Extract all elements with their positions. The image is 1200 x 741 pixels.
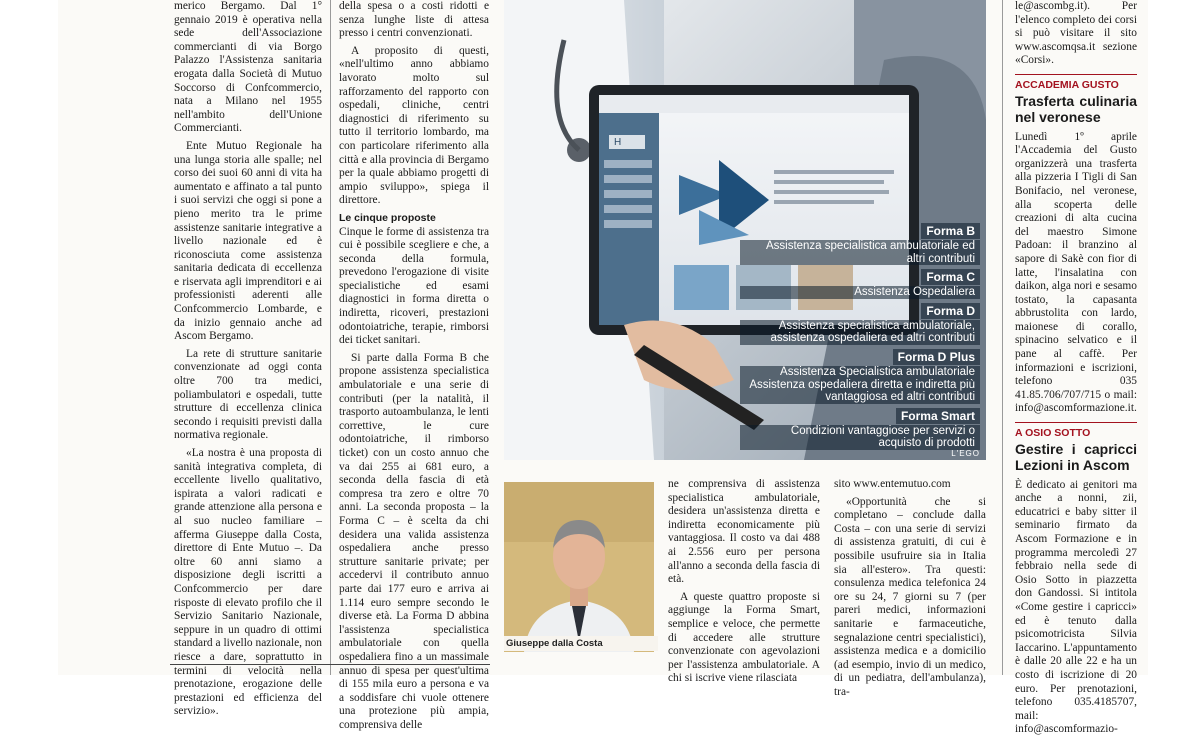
paragraph: Cinque le forme di assistenza tra cui è possibile scegliere e che, a seconda della formula, prevedono l'erogazione di visite specialistiche ed esami diagnostici in forma diretta o indiretta, ricoveri, prestazioni odontoiatriche, terapie, rimborsi dei ticket sanitari. — [339, 225, 489, 347]
form-item — [740, 348, 980, 404]
sidebar-news-column — [1015, 0, 1137, 741]
portrait-illustration — [504, 482, 654, 652]
form-title: Forma D Plus — [893, 349, 980, 365]
paragraph: Si parte dalla Forma B che propone assistenza specialistica ambulatoriale e una serie di contributi (per la natalità, il trasporto autoambulanza, le lenti correttive, le cure odontoiatriche, il rimborso ticket) con un costo annuo che va dai 255 ai 681 euro, a seconda della fascia di età compresa tra zero e oltre 70 anni. La seconda proposta – la Forma C – è scelta da chi desidera una valida assistenza ospedaliera anche presso strutture sanitarie private; per accedervi il contributo annuo parte dai 177 euro e arriva ai 1.114 euro sempre secondo le diverse età. La Forma D abbina l'assistenza specialistica ambulatoriale con quella ospedaliera fino a un massimale annuo di spesa per quest'ultima di 155 mila euro a persona e va a soddisfare chi vuole ottenere una protezione più ampia, comprensiva delle — [339, 351, 489, 731]
paragraph: Lunedì 1º aprile l'Accademia del Gusto organizzerà una trasferta alla pizzeria I Tigli di San Bonifacio, nel veronese, alla scoperta delle creazioni di alta cucina del maestro Simone Padoan: il branzino al sapore di Sakè con fior di latte, l'insalatina con daikon, alga nori e sesamo tostato, la capasanta abbrustolita con lardo, maionese di corallo, spinacino selvatico e il pane al caffè. Per informazioni e iscrizioni, telefono 035 41.85.706/707/715 o mail: info@ascomformazione.it. — [1015, 130, 1137, 415]
newspaper-page — [58, 0, 1148, 736]
form-description: Assistenza Ospedaliera — [740, 286, 980, 299]
forms-overlay-list — [740, 222, 980, 453]
paragraph: «La nostra è una proposta di sanità integrativa completa, di eccellente livello qualitativo, ispirata a valori radicati e grande attenzione alla persona e al suo nucleo familiare – afferma Giuseppe dalla Costa, direttore di Ente Mutuo –. Da oltre 60 anni siamo a disposizione degli iscritti a Confcommercio per dare risposte di elevato profilo che il Servizio Sanitario Nazionale, seppure in un quadro di ottimi standard a livello nazionale, non riesce a dare, soprattutto in termini di velocità nella prenotazione, erogazione delle prestazioni ed efficienza del servizio». — [174, 447, 322, 718]
section-label: A OSIO SOTTO — [1015, 427, 1091, 440]
form-item — [740, 407, 980, 450]
form-description: Assistenza specialistica ambulatoriale ed altri contributi — [740, 240, 980, 265]
photo-credit: L'EGO — [951, 449, 980, 458]
section-title: Trasferta culinaria nel veronese — [1015, 92, 1137, 125]
paragraph: le@ascombg.it). Per l'elenco completo dei corsi si può visitare il sito www.ascomqsa.it sezione «Corsi». — [1015, 0, 1137, 67]
paragraph: della spesa o a costi ridotti e senza lunghe liste di attesa presso i centri convenzionati. — [339, 0, 489, 40]
section-title: Gestire i capricci Lezioni in Ascom — [1015, 440, 1137, 473]
form-description: Assistenza specialistica ambulatoriale, assistenza ospedaliera ed altri contributi — [740, 320, 980, 345]
portrait-photo — [504, 482, 654, 652]
form-title: Forma Smart — [896, 408, 980, 424]
section-divider — [1015, 74, 1137, 75]
article-column-2 — [339, 0, 489, 736]
paragraph: ne comprensiva di assistenza specialistica ambulatoriale, desidera un'assistenza diretta e indiretta economicamente più vantaggiosa. Il costo va dai 488 ai 2.556 euro per persona all'anno a seconda della fascia di età. — [668, 478, 820, 586]
section-label: ACCADEMIA GUSTO — [1015, 78, 1119, 91]
paragraph: «Opportunità che si completano – conclude dalla Costa – con una serie di servizi di assistenza gratuiti, di cui è possibile usufruire sia in Italia sia all'estero». Tra questi: consulenza medica telefonica 24 ore su 24, 7 giorni su 7 (per pareri medici, informazioni sanitarie e farmaceutiche, segnalazione centri specialistici), assistenza medica e a domicilio (ad esempio, invio di un medico, di un pediatra, dell'ambulanza), tra- — [834, 495, 986, 698]
paragraph: sito www.entemutuo.com — [834, 478, 951, 490]
form-title: Forma B — [921, 223, 980, 239]
screen-logo-text: H — [614, 137, 622, 148]
paragraph: A proposito di questi, «nell'ultimo anno abbiamo lavorato molto sul rafforzamento del rapporto con ospedali, cliniche, centri diagnostici di riferimento su tutto il territorio lombardo, ma con particolare riferimento alla città e alla provincia di Bergamo per la quale abbiamo progetti di ampio sviluppo», spiega il direttore. — [339, 44, 489, 207]
portrait-caption: Giuseppe dalla Costa — [504, 636, 658, 651]
form-item — [740, 222, 980, 265]
hero-photo — [504, 0, 986, 460]
form-item — [740, 268, 980, 299]
paragraph: A queste quattro proposte si aggiunge la Forma Smart, semplice e veloce, che permette di accedere alle strutture convenzionate con agevolazioni per l'assistenza ambulatoriale. A chi si iscrive viene rilasciata — [668, 590, 820, 685]
form-description: Assistenza Specialistica ambulatoriale Assistenza ospedaliera diretta e indiretta più vantaggiosa ed altri contributi — [740, 366, 980, 404]
bottom-rule — [170, 664, 490, 665]
paragraph: È dedicato ai genitori ma anche a nonni, zii, educatrici e baby sitter il seminario firmato da Ascom Formazione e in programma mercoledì 27 febbraio nella sede di Osio Sotto in piazzetta don Gandossi. Si intitola «Come gestire i capricci» ed è tenuto dalla psicomotricista Silvia Iaccarino. L'appuntamento è dalle 20 alle 22 e ha un costo di iscrizione di 20 euro. Per prenotazioni, telefono 035.4185707, mail: info@ascomformazio- — [1015, 478, 1137, 736]
article-column-1 — [174, 0, 322, 723]
form-title: Forma D — [921, 303, 980, 319]
form-description: Condizioni vantaggiose per servizi o acquisto di prodotti — [740, 425, 980, 450]
paragraph: La rete di strutture sanitarie convenzionate ad oggi conta oltre 700 tra medici, poliambulatori e ospedali, tutte strutture di eccellenza clinica secondo i requisiti previsti dalla normativa regionale. — [174, 347, 322, 442]
paragraph: merico Bergamo. Dal 1° gennaio 2019 è operativa nella sede dell'Associazione commercianti di via Borgo Palazzo l'Assistenza sanitaria erogata dalla Società di Mutuo Soccorso di Confcommercio, nata a Milano nel 1955 nell'ambito dell'Unione Commercianti. — [174, 0, 322, 135]
section-divider — [1015, 422, 1137, 423]
paragraph: Ente Mutuo Regionale ha una lunga storia alle spalle; nel corso dei suoi 60 anni di vita ha aumentato e affinato a tal punto i suoi servizi che oggi si pone a pieno merito tra le prime assistenze sanitarie integrative a livello nazionale ed è riconosciuta come assistenza sanitaria dedicata di eccellenza e riservata agli imprenditori e ai professionisti aderenti alle Confcommercio Lombarde, e da inizio gennaio anche ad Ascom Bergamo. — [174, 139, 322, 343]
subheading: Le cinque proposte — [339, 211, 436, 224]
form-title: Forma C — [921, 269, 980, 285]
column-divider — [1002, 0, 1003, 675]
column-divider — [330, 0, 331, 675]
article-column-3 — [668, 478, 820, 690]
form-item — [740, 302, 980, 345]
article-column-4 — [834, 478, 986, 704]
